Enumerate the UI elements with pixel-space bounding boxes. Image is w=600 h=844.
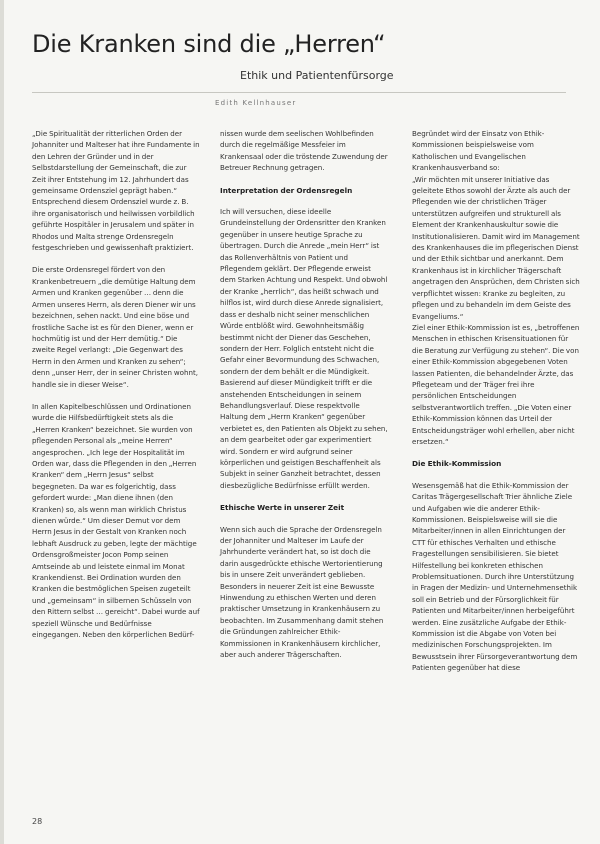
text-column-1 bbox=[32, 128, 200, 640]
article-subtitle: Ethik und Patientenfürsorge bbox=[240, 69, 394, 82]
paragraph: Ich will versuchen, diese ideelle Grundeinstellung der Ordensritter den Kranken gegenüber in unsere heutige Sprache zu übertragen. Durch die Anrede „mein Herr“ ist das Rollenverhältnis von Patient und Pflegendem geklärt. Der Pflegende erweist dem Starken Achtung und Respekt. Und obwohl der Kranke „herrlich“, das heißt schwach und hilflos ist, wird durch diese Anrede signalisiert, dass er deshalb nicht seiner menschlichen Würde entblößt wird. Gewohnheitsmäßig bestimmt nicht der Diener das Geschehen, sondern der Herr. Folglich entsteht nicht die Gefahr einer Bevormundung des Schwachen, sondern der dem behält er die Mündigkeit. Basierend auf dieser Mündigkeit trifft er die anstehenden Entscheidungen in seinem Behandlungsverlauf. Diese respektvolle Haltung dem „Herrn Kranken“ gegenüber verbietet es, den Patienten als Objekt zu sehen, an dem gearbeitet oder gar experimentiert wird. Sondern er wird aufgrund seiner körperlichen und geistigen Beschaffenheit als Subjekt in seiner Ganzheit betrachtet, dessen diesbezügliche Bedürfnisse erfüllt werden. bbox=[220, 207, 388, 490]
text-column-2 bbox=[220, 128, 388, 660]
author-name: Edith Kellnhauser bbox=[215, 99, 297, 107]
section-heading: Ethische Werte in unserer Zeit bbox=[220, 503, 345, 513]
paragraph: Wesensgemäß hat die Ethik-Kommission der Caritas Trägergesellschaft Trier ähnliche Ziele und Aufgaben wie die anderer Ethik-Kommissionen. Beispielsweise will sie die Mitarbeiter/innen in allen Einrichtungen der CTT für ethisches Verhalten und ethische Fragestellungen sensibilisieren. Sie bietet Hilfestellung bei konkreten ethischen Problemsituationen. Durch ihre Unterstützung in Fragen der Medizin- und Unternehmensethik soll ein Betrieb und der Fürsorglichkeit für Patienten und Mitarbeiter/innen herbeigeführt werden. Eine zusätzliche Aufgabe der Ethik-Kommission ist die Abgabe von Voten bei medizinischen Forschungsprojekten. Im Bewusstsein ihrer Fürsorgeverantwortung dem Patienten gegenüber hat diese bbox=[412, 480, 578, 673]
paragraph: In allen Kapitelbeschlüssen und Ordinationen wurde die Hilfsbedürftigkeit stets als die „Herren Kranken“ bezeichnet. Sie wurden von pflegenden Personal als „meine Herren“ angesprochen. „Ich lege der Hospitalität im Orden war, dass die Pflegenden in den „Herren Kranken“ dem „Herrn Jesus“ selbst begegneten. Da war es folgerichtig, dass gefordert wurde: „Man diene ihnen (den Kranken) so, als wenn man wirklich Christus dienen würde.“ Um dieser Demut vor dem Herrn Jesus in der Gestalt von Kranken noch lebhaft Ausdruck zu geben, legte der mächtige Ordensgroßmeister Jocon Pomp seinen Amtseinde ab und leistete einmal im Monat Krankendienst. Bei Ordination wurden den Kranken die bestmöglichen Speisen zugeteilt und „gemeinsam“ in silbernen Schüsseln von den Rittern selbst … gereicht“. Dabei wurde auf speziell Wünsche und Bedürfnisse eingegangen. Neben den körperlichen Bedürf- bbox=[32, 401, 200, 640]
header-divider bbox=[32, 92, 566, 93]
paragraph: Wenn sich auch die Sprache der Ordensregeln der Johanniter und Malteser im Laufe der Jahrhunderte verändert hat, so ist doch die darin ausgedrückte ethische Wertorientierung bis in unsere Zeit unverändert geblieben. Besonders in neuerer Zeit ist eine Bewusste Hinwendung zu ethischen Werten und deren praktischer Umsetzung in Krankenhäusern zu beobachten. Im Zusammenhang damit stehen die Gründungen zahlreicher Ethik-Kommissionen in Krankenhäusern kirchlicher, aber auch anderer Trägerschaften. bbox=[220, 524, 384, 660]
page-number: 28 bbox=[32, 817, 43, 826]
text-column-3 bbox=[412, 128, 580, 674]
paragraph: nissen wurde dem seelischen Wohlbefinden durch die regelmäßige Messfeier im Krankensaal oder die tröstende Zuwendung der Betreuer Rechnung getragen. bbox=[220, 129, 388, 173]
paragraph: Ziel einer Ethik-Kommission ist es, „betroffenen Menschen in ethischen Krisensituationen für die Beratung zur Verfügung zu stehen“. Die von einer Ethik-Kommission abgegebenen Voten lassen Patienten, die behandelnder Ärzte, das Pflegeteam und der Träger frei ihre persönlichen Entscheidungen selbstverantwortlich treffen. „Die Voten einer Ethik-Kommission können das Urteil der Entscheidungsträger wohl erhellen, aber nicht ersetzen.“ bbox=[412, 322, 580, 446]
paragraph: Die erste Ordensregel fördert von den Krankenbetreuern „die demütige Haltung dem Armen und Kranken gegenüber … denn die Armen unseres Herrn, als deren Diener wir uns bezeichnen, sehen nackt. Und eine böse und frostliche Sache ist es für den Diener, wenn er hochmütig ist und der Herr demütig.“ Die zweite Regel verlangt: „Die Gegenwart des Herrn in den Armen und Kranken zu sehen“; denn „unser Herr, der in seiner Christen wohnt, handle sie in dieser Weise“. bbox=[32, 265, 199, 389]
quote-paragraph: „Wir möchten mit unserer Initiative das geleitete Ethos sowohl der Ärzte als auch der Pflegenden wie der christlichen Träger unterstützen aufgreifen und strukturell als Element der Krankenhauskultur sowie die Institutionalisieren. Damit wird im Management des Krankenhauses die im pflegerischen Dienst und der Ethik sichtbar und anerkannt. Dem Krankenhaus ist in kirchlicher Trägerschaft angetragen den Ansprüchen, dem Christen sich verpflichtet wissen: Kranke zu begleiten, zu pflegen und zu behandeln im dem Geiste des Evangeliums.“ bbox=[412, 174, 580, 321]
section-heading: Die Ethik-Kommission bbox=[412, 459, 502, 469]
section-heading: Interpretation der Ordensregeln bbox=[220, 185, 353, 195]
article-title: Die Kranken sind die „Herren“ bbox=[32, 30, 386, 58]
paragraph: „Die Spiritualität der ritterlichen Orden der Johanniter und Malteser hat ihre Fundamente in den Lehren der Gründer und in der Selbstdarstellung der Gemeinschaft, die zur Zeit ihrer Entstehung im 12. Jahrhundert das gemeinsame Ordensziel geprägt haben.“ Entsprechend diesem Ordensziel wurde z. B. ihre organisatorisch und heilwissen vorbildlich geführte Hospitäler in Jerusalem und später in Rhodos und Malta strenge Ordensregeln festgeschrieben und gewissenhaft praktiziert. bbox=[32, 129, 200, 253]
paragraph: Begründet wird der Einsatz von Ethik-Kommissionen beispielsweise vom Katholischen und Evangelischen Krankenhausverband so: bbox=[412, 129, 545, 173]
